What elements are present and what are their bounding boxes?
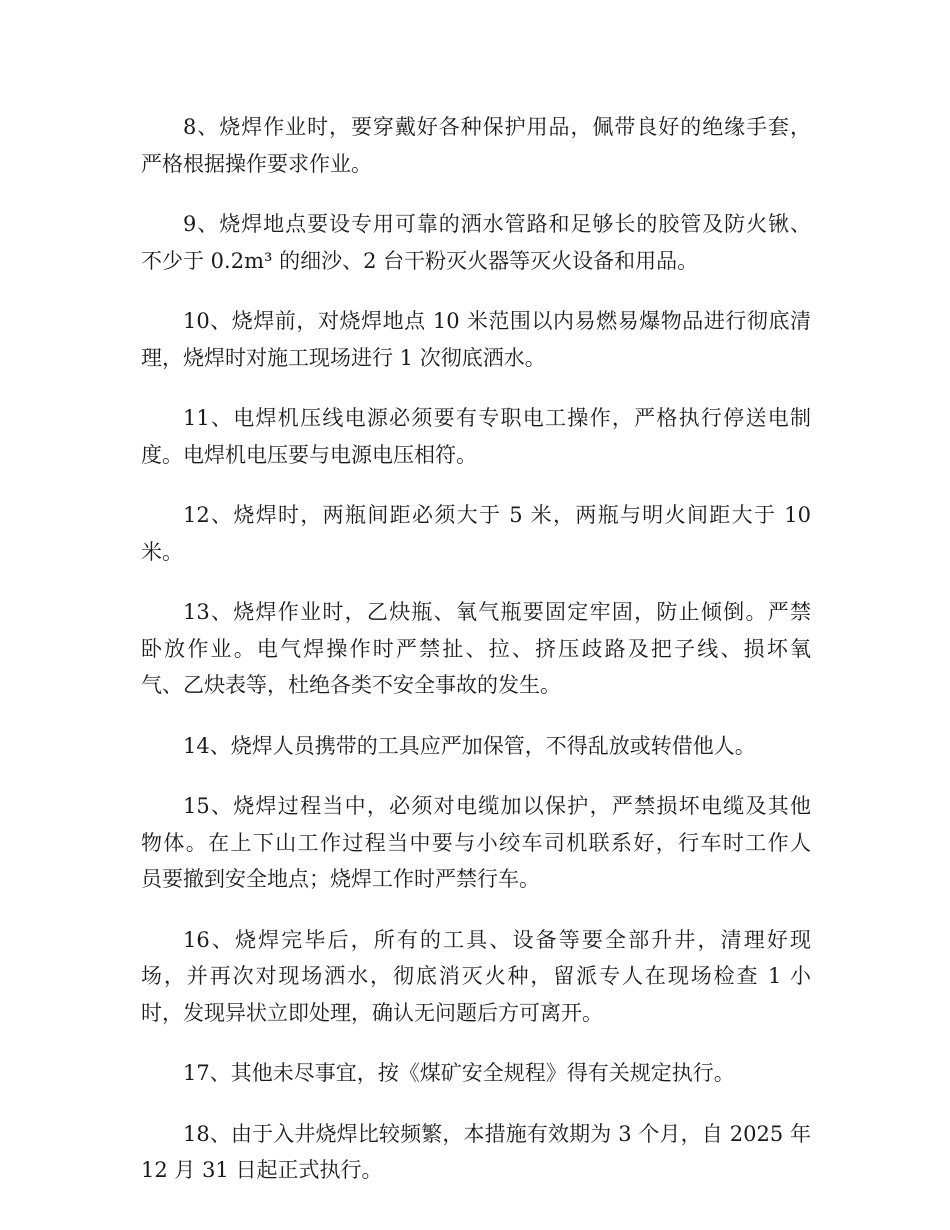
- paragraph-line: 卧放作业。电气焊操作时严禁扯、拉、挤压歧路及把子线、损坏氧: [141, 636, 811, 661]
- paragraph-7: [141, 728, 811, 765]
- paragraph-line: 场，并再次对现场洒水，彻底消灭火种，留派专人在现场检查 1 小: [141, 964, 811, 988]
- paragraph-9: [141, 922, 811, 1032]
- paragraph-2: [141, 206, 811, 279]
- paragraph-line: 10、烧焊前，对烧焊地点 10 米范围以内易燃易爆物品进行彻底清: [183, 309, 811, 333]
- paragraph-line: 不少于 0.2m³ 的细沙、2 台干粉灭火器等灭火设备和用品。: [141, 248, 699, 273]
- paragraph-line: 17、其他未尽事宜，按《煤矿安全规程》得有关规定执行。: [183, 1061, 735, 1085]
- paragraph-line: 13、烧焊作业时，乙炔瓶、氧气瓶要固定牢固，防止倾倒。严禁: [183, 600, 811, 624]
- paragraph-line: 理，烧焊时对施工现场进行 1 次彻底洒水。: [141, 345, 546, 370]
- paragraph-11: [141, 1116, 811, 1189]
- paragraph-line: 16、烧焊完毕后，所有的工具、设备等要全部升井，清理好现: [183, 927, 811, 952]
- paragraph-4: [141, 400, 811, 473]
- paragraph-1: [141, 109, 811, 182]
- paragraph-line: 12 月 31 日起正式执行。: [141, 1158, 383, 1182]
- paragraph-line: 15、烧焊过程当中，必须对电缆加以保护，严禁损坏电缆及其他: [183, 794, 811, 818]
- paragraph-line: 度。电焊机电压要与电源电压相符。: [141, 442, 477, 467]
- paragraph-line: 员要撤到安全地点；烧焊工作时严禁行车。: [141, 867, 540, 891]
- paragraph-line: 12、烧焊时，两瓶间距必须大于 5 米，两瓶与明火间距大于 10: [183, 503, 811, 527]
- paragraph-3: [141, 303, 811, 376]
- paragraph-line: 14、烧焊人员携带的工具应严加保管，不得乱放或转借他人。: [183, 733, 756, 758]
- paragraph-line: 物体。在上下山工作过程当中要与小绞车司机联系好，行车时工作人: [141, 830, 811, 855]
- paragraph-line: 米。: [141, 539, 183, 564]
- paragraph-line: 严格根据操作要求作业。: [141, 151, 372, 176]
- paragraph-line: 气、乙炔表等，杜绝各类不安全事故的发生。: [141, 673, 561, 697]
- paragraph-6: [141, 594, 811, 704]
- paragraph-line: 9、烧焊地点要设专用可靠的洒水管路和足够长的胶管及防火锹、: [183, 212, 811, 236]
- paragraph-line: 11、电焊机压线电源必须要有专职电工操作，严格执行停送电制: [183, 406, 811, 430]
- paragraph-line: 18、由于入井烧焊比较频繁，本措施有效期为 3 个月，自 2025 年: [183, 1121, 811, 1146]
- paragraph-line: 时，发现异状立即处理，确认无问题后方可离开。: [141, 1000, 603, 1025]
- paragraph-8: [141, 788, 811, 898]
- document-body: [141, 109, 811, 1213]
- paragraph-5: [141, 497, 811, 570]
- paragraph-line: 8、烧焊作业时，要穿戴好各种保护用品，佩带良好的绝缘手套，: [183, 115, 811, 139]
- paragraph-10: [141, 1055, 811, 1092]
